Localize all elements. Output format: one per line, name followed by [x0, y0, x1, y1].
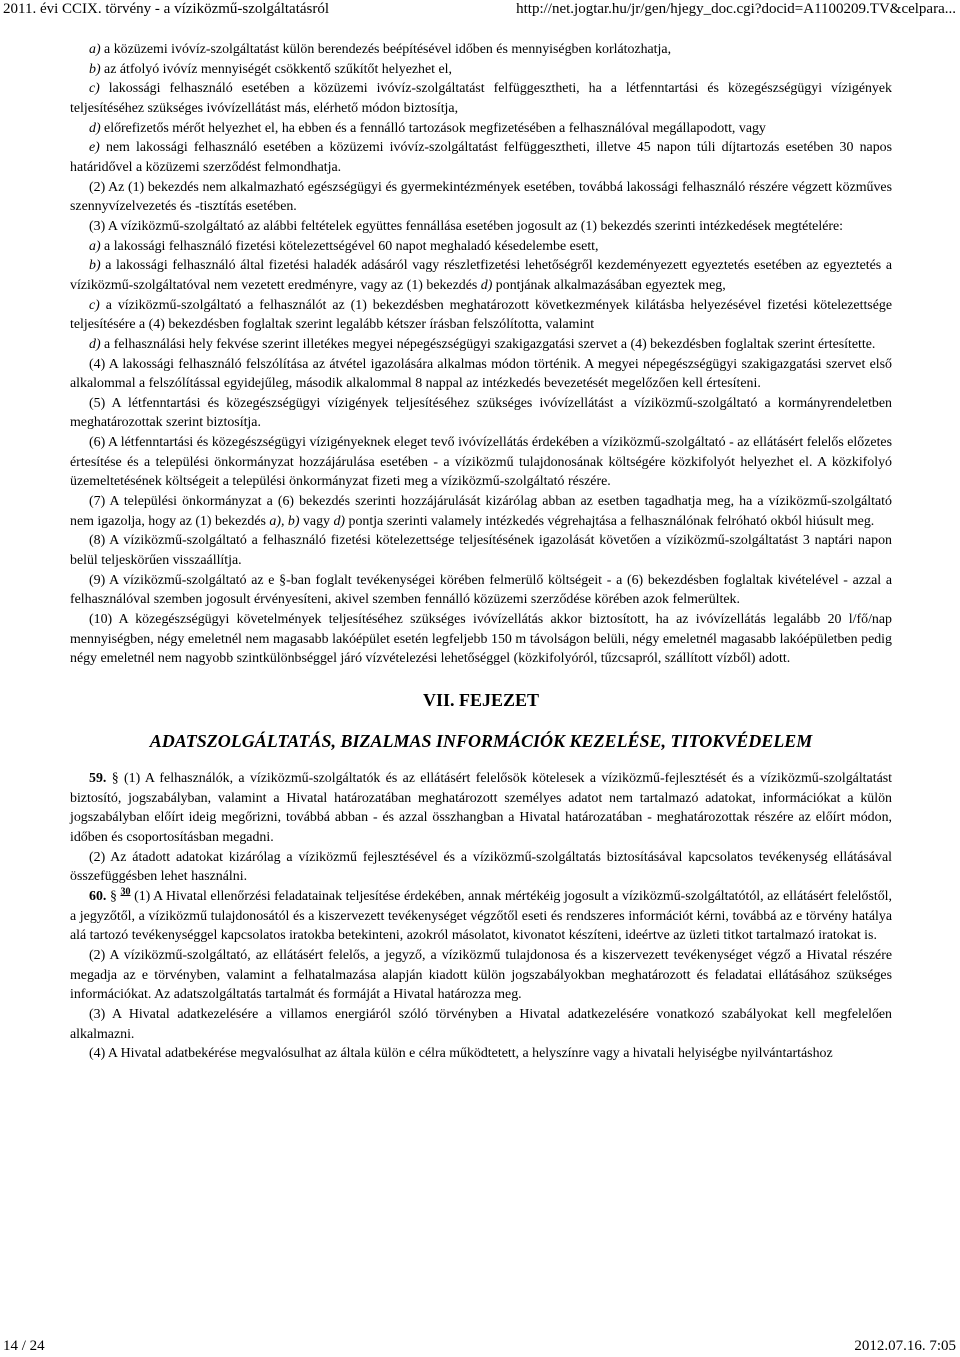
paragraph-text: vagy	[299, 513, 334, 529]
item-text: a víziközmű-szolgáltató a felhasználót az (1) bekezdésben meghatározott következmények kilátásba helyezésével fizetési kötelezettsége teljesítésére a (4) bekezdésben foglaltak szerint legalább kétszer írásban felszólította, valamint	[70, 297, 892, 333]
section-60-paragraph-4: (4) A Hivatal adatbekérése megvalósulhat az általa külön e célra működtetett, a helyszínre vagy a hivatali helyiségbe nyilvántartáshoz	[89, 1046, 833, 1062]
list-item-b	[70, 60, 892, 80]
item-text: előrefizetős mérőt helyezhet el, ha ebben és a fennálló tartozások megfizetésében a felhasználóval megállapodott, vagy	[100, 120, 766, 136]
item-text: a felhasználási hely fekvése szerint illetékes megyei népegészségügyi szakigazgatási szervet a (4) bekezdésben foglaltak szerint értesítette.	[100, 336, 876, 352]
item-label: c)	[89, 297, 100, 313]
paragraph-10: (10) A közegészségügyi követelmények teljesítéséhez szükséges ivóvízellátás akkor biztosított, ha az ivóvízellátás legalább 20 l/fő/nap mennyiségben, négy emeletnél nem magasabb lakóépület esetén legfeljebb 150 m távolságon belüli, négy emeletnél magasabb lakóépületben pedig négy emeletnél nem nagyobb szintkülönbséggel járó vízvételezési lehetőséggel (közkifolyóról, tűzcsapról, szállított vízből) adott.	[70, 612, 892, 667]
item-text: a közüzemi ivóvíz-szolgáltatást külön berendezés beépítésével időben és mennyiségben korlátozhatja,	[100, 42, 672, 57]
item-label: a)	[89, 238, 101, 254]
paragraph-text: pontja szerinti valamely intézkedés végrehajtása a felhasználónak felróható okból hiúsult meg.	[345, 513, 875, 529]
item-text: nem lakossági felhasználó esetében a közüzemi ivóvíz-szolgáltatást felfüggesztheti, illetve 45 napon túli díjtartozás esetében 30 napos határidővel a közüzemi szerződést felmondhatja.	[70, 140, 892, 175]
section-sign: §	[109, 888, 117, 904]
list-item-d	[70, 119, 892, 139]
list-item-3b	[70, 256, 892, 295]
item-text: az átfolyó ivóvíz mennyiségét csökkentő szűkítőt helyezhet el,	[100, 61, 452, 77]
item-text: a lakossági felhasználó fizetési kötelezettségével 60 napot meghaladó késedelembe esett,	[100, 238, 599, 254]
paragraph-text: (7) A települési önkormányzat a (6) bekezdés szerinti hozzájárulását kizárólag abban az esetben tagadhatja meg, ha a víziközmű-szolgáltató nem igazolja, hogy az (1) bekezdés	[70, 494, 892, 529]
paragraph-2: (2) Az (1) bekezdés nem alkalmazható egészségügyi és gyermekintézmények esetében, továbbá lakossági felhasználó részére végzett közműves szennyvízelvezetés és -tisztítás esetében.	[70, 179, 892, 215]
item-reference: d)	[480, 277, 493, 293]
item-text: lakossági felhasználó esetében a közüzemi ivóvíz-szolgáltatást felfüggesztheti, ha a létfenntartási és közegészségügyi vízigények teljesítéséhez szükséges ivóvízellátást más, elérhető módon biztosítja,	[70, 81, 892, 116]
list-item-3a	[70, 237, 892, 257]
section-number: 60.	[89, 888, 107, 904]
item-label: c)	[89, 81, 100, 97]
paragraph-6: (6) A létfenntartási és közegészségügyi vízigényeknek eleget tevő ivóvízellátás érdekében a víziközmű-szolgáltató - az ellátásért felelős előzetes értesítése és a települési önkormányzat hozzájárulása esetében - a víziközmű tulajdonosának költségére közkifolyót helyezhet el. A közkifolyó üzemeltetésének költségeit a települési önkormányzat fizeti meg a víziközmű-szolgáltató részére.	[70, 435, 892, 490]
item-reference: d)	[333, 513, 346, 529]
paragraph-text: (1) A felhasználók, a víziközmű-szolgáltatók és az ellátásért felelősök kötelesek a víziközmű-fejlesztését és a víziközmű-szolgáltatást biztosító, jogszabályban, valamint a Hivatal határozatában meghatározott személyes adatot nem tartalmazó adatokat, információkat a külön jogszabályban előírt ideig megőrizni, továbbá abban - és azzal összhangban a Hivatal határozatában - meghatározottak részére az előírt módon, időben és csoportosításban megadni.	[70, 771, 892, 845]
section-60-paragraph-3: (3) A Hivatal adatkezelésére a villamos energiáról szóló törvényben a Hivatal adatkezelésére vonatkozó szabályokat kell megfelelően alkalmazni.	[70, 1006, 892, 1042]
list-item-3c	[70, 296, 892, 335]
item-label: d)	[89, 120, 101, 136]
item-label: e)	[89, 140, 100, 156]
page-number: 14 / 24	[3, 1338, 45, 1354]
page-header	[0, 0, 960, 20]
section-59-paragraph-1	[70, 769, 892, 848]
document-title: 2011. évi CCIX. törvény - a víziközmű-szolgáltatásról	[3, 1, 330, 17]
paragraph-5: (5) A létfenntartási és közegészségügyi vízigények teljesítéséhez szükséges ivóvízellátást a víziközmű-szolgáltató a kormányrendeletben meghatározottak szerint biztosítja.	[70, 395, 892, 431]
paragraph-text: (1) A Hivatal ellenőrzési feladatainak teljesítése érdekében, annak mértékéig jogosult a víziközmű-szolgáltatótól, az ellátásért felelőstől, a jegyzőtől, a víziközmű tulajdonosától és a kiszervezett tevékenységet végzőtől eseti és rendszeres információt kérni, továbbá az e törvény hatálya alá tartozó tevékenységgel kapcsolatos iratokba betekinteni, azokról másolatot, kivonatot készíteni, ideértve az üzleti titkot tartalmazó iratokat is.	[70, 888, 892, 944]
list-item-a	[70, 40, 892, 60]
paragraph-4: (4) A lakossági felhasználó felszólítása az átvétel igazolására alkalmas módon történik. A megyei népegészségügyi szakigazgatási szervet első alkalommal a felszólítással egyidejűleg, második alkalommal 8 nappal az intézkedés bevezetését megelőzően kell értesíteni.	[70, 356, 892, 392]
paragraph-7	[70, 492, 892, 531]
item-label: b)	[89, 61, 101, 77]
section-59-paragraph-2: (2) Az átadott adatokat kizárólag a víziközmű fejlesztésével és a víziközmű-szolgáltatás biztosításával kapcsolatos tevékenység ellátásával összefüggésben lehet használni.	[70, 849, 892, 885]
item-label: b)	[89, 258, 101, 274]
document-url[interactable]: http://net.jogtar.hu/jr/gen/hjegy_doc.cgi?docid=A1100209.TV&celpara...	[516, 1, 956, 17]
item-text: a lakossági felhasználó által fizetési haladék adásáról vagy részletfizetési lehetőségről kezdeményezett egyeztetés esetében az egyeztetés a víziközmű-szolgáltatóval nem vezetett eredményre, vagy az (1) bekezdés	[70, 258, 892, 293]
page-footer	[0, 1337, 960, 1357]
section-sign: §	[111, 771, 119, 786]
footnote-link[interactable]: 30	[120, 886, 131, 898]
list-item-c	[70, 79, 892, 118]
paragraph-3: (3) A víziközmű-szolgáltató az alábbi feltételek együttes fennállása esetében jogosult az (1) bekezdés szerinti intézkedések megtételére:	[89, 218, 844, 234]
section-60-paragraph-1	[70, 887, 892, 946]
chapter-title: ADATSZOLGÁLTATÁS, BIZALMAS INFORMÁCIÓK KEZELÉSE, TITOKVÉDELEM	[149, 731, 813, 751]
section-60-paragraph-2: (2) A víziközmű-szolgáltató, az ellátásért felelős, a jegyző, a víziközmű tulajdonosa és a kiszervezett tevékenységet végző a Hivatal részére megadja az e törvényben, valamint a felhatalmazása alapján kiadott külön jogszabályokban meghatározott és feladatai ellátásához szükséges információkat. Az adatszolgáltatás tartalmát és formáját a Hivatal határozza meg.	[70, 947, 892, 1003]
item-reference: a), b)	[269, 513, 300, 529]
chapter-number: VII. FEJEZET	[422, 690, 540, 710]
print-datetime: 2012.07.16. 7:05	[854, 1338, 956, 1354]
paragraph-9: (9) A víziközmű-szolgáltató az e §-ban foglalt tevékenységei körében felmerülő költségeit - a (6) bekezdésben foglaltak kivételével - azzal a felhasználóval szemben jogosult érvényesíteni, akivel szemben fennálló közüzemi szerződése körében azok felmerültek.	[70, 572, 892, 608]
list-item-3d	[70, 335, 892, 355]
document-body	[70, 40, 892, 1064]
paragraph-8: (8) A víziközmű-szolgáltató a felhasználó fizetési kötelezettsége teljesítésének igazolását követően a víziközmű-szolgáltatást 3 naptári napon belül teljeskörűen visszaállítja.	[70, 533, 892, 569]
item-label: a)	[89, 42, 101, 57]
item-label: d)	[89, 336, 101, 352]
list-item-e	[70, 138, 892, 177]
section-number: 59.	[89, 771, 107, 786]
item-text: pontjának alkalmazásában egyeztek meg,	[492, 277, 726, 293]
